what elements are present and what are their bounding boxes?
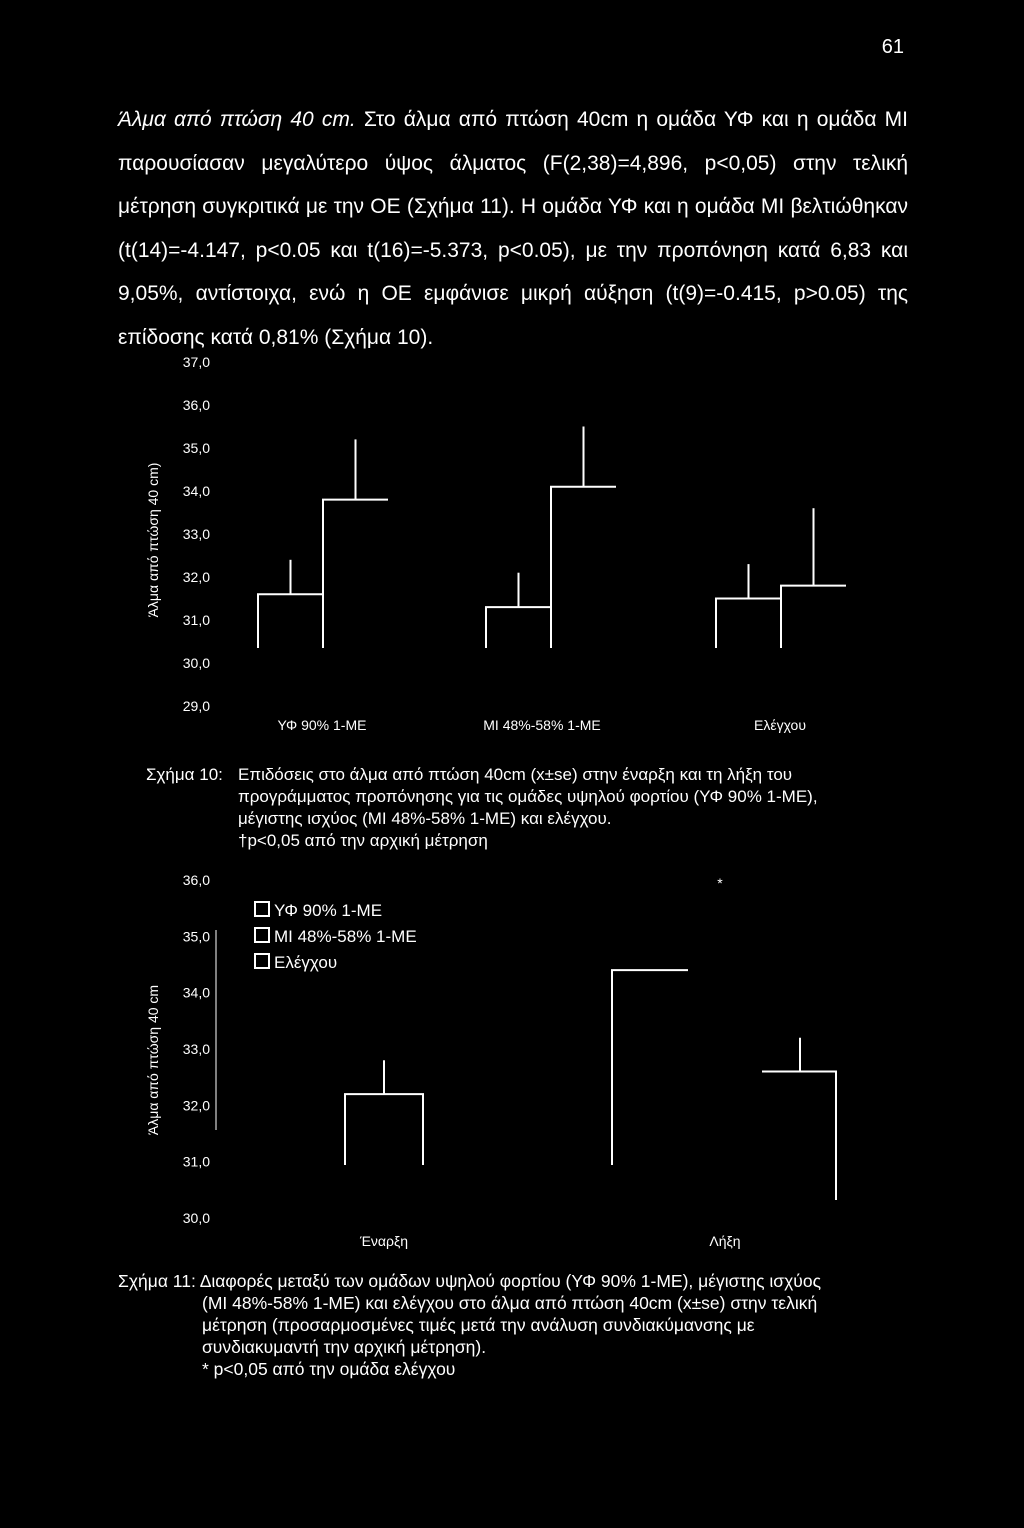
fig11-bar <box>345 1094 423 1165</box>
fig10-ytick: 32,0 <box>182 569 210 585</box>
fig10-ytick: 31,0 <box>182 612 210 628</box>
fig10-ytick: 37,0 <box>182 354 210 370</box>
fig10-caption-line-4: †p<0,05 από την αρχική μέτρηση <box>238 831 488 850</box>
fig11-ytick: 30,0 <box>182 1210 210 1226</box>
paragraph-heading: Άλμα από πτώση 40 cm. <box>118 108 356 131</box>
fig11-ytick: 36,0 <box>182 872 210 888</box>
fig11-ytick: 32,0 <box>182 1097 210 1114</box>
page-number: 61 <box>881 36 904 58</box>
fig11-bar <box>612 970 688 1165</box>
paragraph-text: Στο άλμα από πτώση 40cm η ομάδα ΥΦ και η ομάδα ΜΙ παρουσίασαν μεγαλύτερο ύψος άλματος (F(2,38)=4,896, p<0,05) στην τελική μέτρηση συγκριτικά με την ΟΕ (Σχήμα 11). Η ομάδα ΥΦ και η ομάδα ΜΙ βελτιώθηκαν (t(14)=-4.147, p<0.05 και t(16)=-5.373, p<0.05), με την προπόνηση κατά 6,83 και 9,05%, αντίστοιχα, ενώ η ΟΕ εμφάνισε μικρή αύξηση (t(9)=-0.415, p>0.05) της επίδοσης κατά 0,81% (Σχήμα 10). <box>118 108 908 349</box>
fig10-bar <box>716 599 781 649</box>
fig10-bar <box>258 594 323 648</box>
fig11-cat-2: Λήξη <box>709 1233 741 1249</box>
legend-swatch-2 <box>254 927 270 943</box>
fig11-caption-line-4: συνδιακυμαντή την αρχική μέτρηση). <box>202 1337 487 1357</box>
fig10-bar <box>551 487 616 648</box>
figure-10-caption <box>146 764 906 852</box>
fig10-cat-1: ΥΦ 90% 1-ΜΕ <box>277 717 367 733</box>
legend-swatch-3 <box>254 953 270 969</box>
fig10-ylabel: Άλμα από πτώση 40 cm) <box>145 462 161 618</box>
fig10-caption-line-3: μέγιστης ισχύος (ΜΙ 48%-58% 1-ΜΕ) και ελέγχου. <box>238 809 612 828</box>
fig11-legend <box>254 898 417 976</box>
fig10-ytick: 34,0 <box>182 483 210 499</box>
fig11-ytick: 35,0 <box>182 928 210 945</box>
fig11-ytick: 31,0 <box>182 1153 210 1170</box>
fig10-ytick: 30,0 <box>182 655 210 671</box>
fig11-caption-line-1: Σχήμα 11: Διαφορές μεταξύ των ομάδων υψηλού φορτίου (ΥΦ 90% 1-ΜΕ), μέγιστης ισχύος <box>118 1271 822 1291</box>
fig11-caption-line-5: * p<0,05 από την ομάδα ελέγχου <box>202 1359 456 1379</box>
fig11-ytick: 33,0 <box>182 1041 210 1057</box>
legend-item-1: ΥΦ 90% 1-ΜΕ <box>254 898 417 924</box>
fig10-ytick: 29,0 <box>182 698 210 714</box>
fig11-ylabel: Άλμα από πτώση 40 cm <box>145 984 161 1136</box>
legend-swatch-1 <box>254 901 270 917</box>
fig11-caption-line-2: (ΜΙ 48%-58% 1-ΜΕ) και ελέγχου στο άλμα από πτώση 40cm (x±se) στην τελική <box>202 1293 818 1313</box>
fig10-ytick: 35,0 <box>182 440 210 456</box>
fig10-bar <box>781 586 846 648</box>
fig10-cat-3: Ελέγχου <box>754 717 806 733</box>
fig10-caption-line-2: προγράμματος προπόνησης για τις ομάδες υψηλού φορτίου (ΥΦ 90% 1-ΜΕ), <box>238 787 818 806</box>
fig10-bar <box>323 500 388 648</box>
fig10-bar <box>486 607 551 648</box>
figure-10-chart <box>0 0 1024 760</box>
fig10-cat-2: ΜΙ 48%-58% 1-ΜΕ <box>483 717 601 733</box>
fig10-caption-line-1: Επιδόσεις στο άλμα από πτώση 40cm (x±se) στην έναρξη και τη λήξη του <box>238 765 793 784</box>
fig11-caption-line-3: μέτρηση (προσαρμοσμένες τιμές μετά την ανάλυση συνδιακύμανσης με <box>202 1315 755 1335</box>
fig11-significance: * <box>717 875 723 891</box>
fig11-bar <box>762 1072 836 1200</box>
fig10-ytick: 36,0 <box>182 397 210 413</box>
fig11-ytick: 34,0 <box>182 984 210 1001</box>
legend-item-3: Ελέγχου <box>254 950 417 976</box>
fig11-cat-1: Έναρξη <box>359 1233 409 1249</box>
figure-11-caption <box>118 1270 908 1380</box>
legend-item-2: ΜΙ 48%-58% 1-ΜΕ <box>254 924 417 950</box>
fig10-ytick: 33,0 <box>182 526 210 542</box>
fig10-caption-label: Σχήμα 10: <box>146 765 223 784</box>
